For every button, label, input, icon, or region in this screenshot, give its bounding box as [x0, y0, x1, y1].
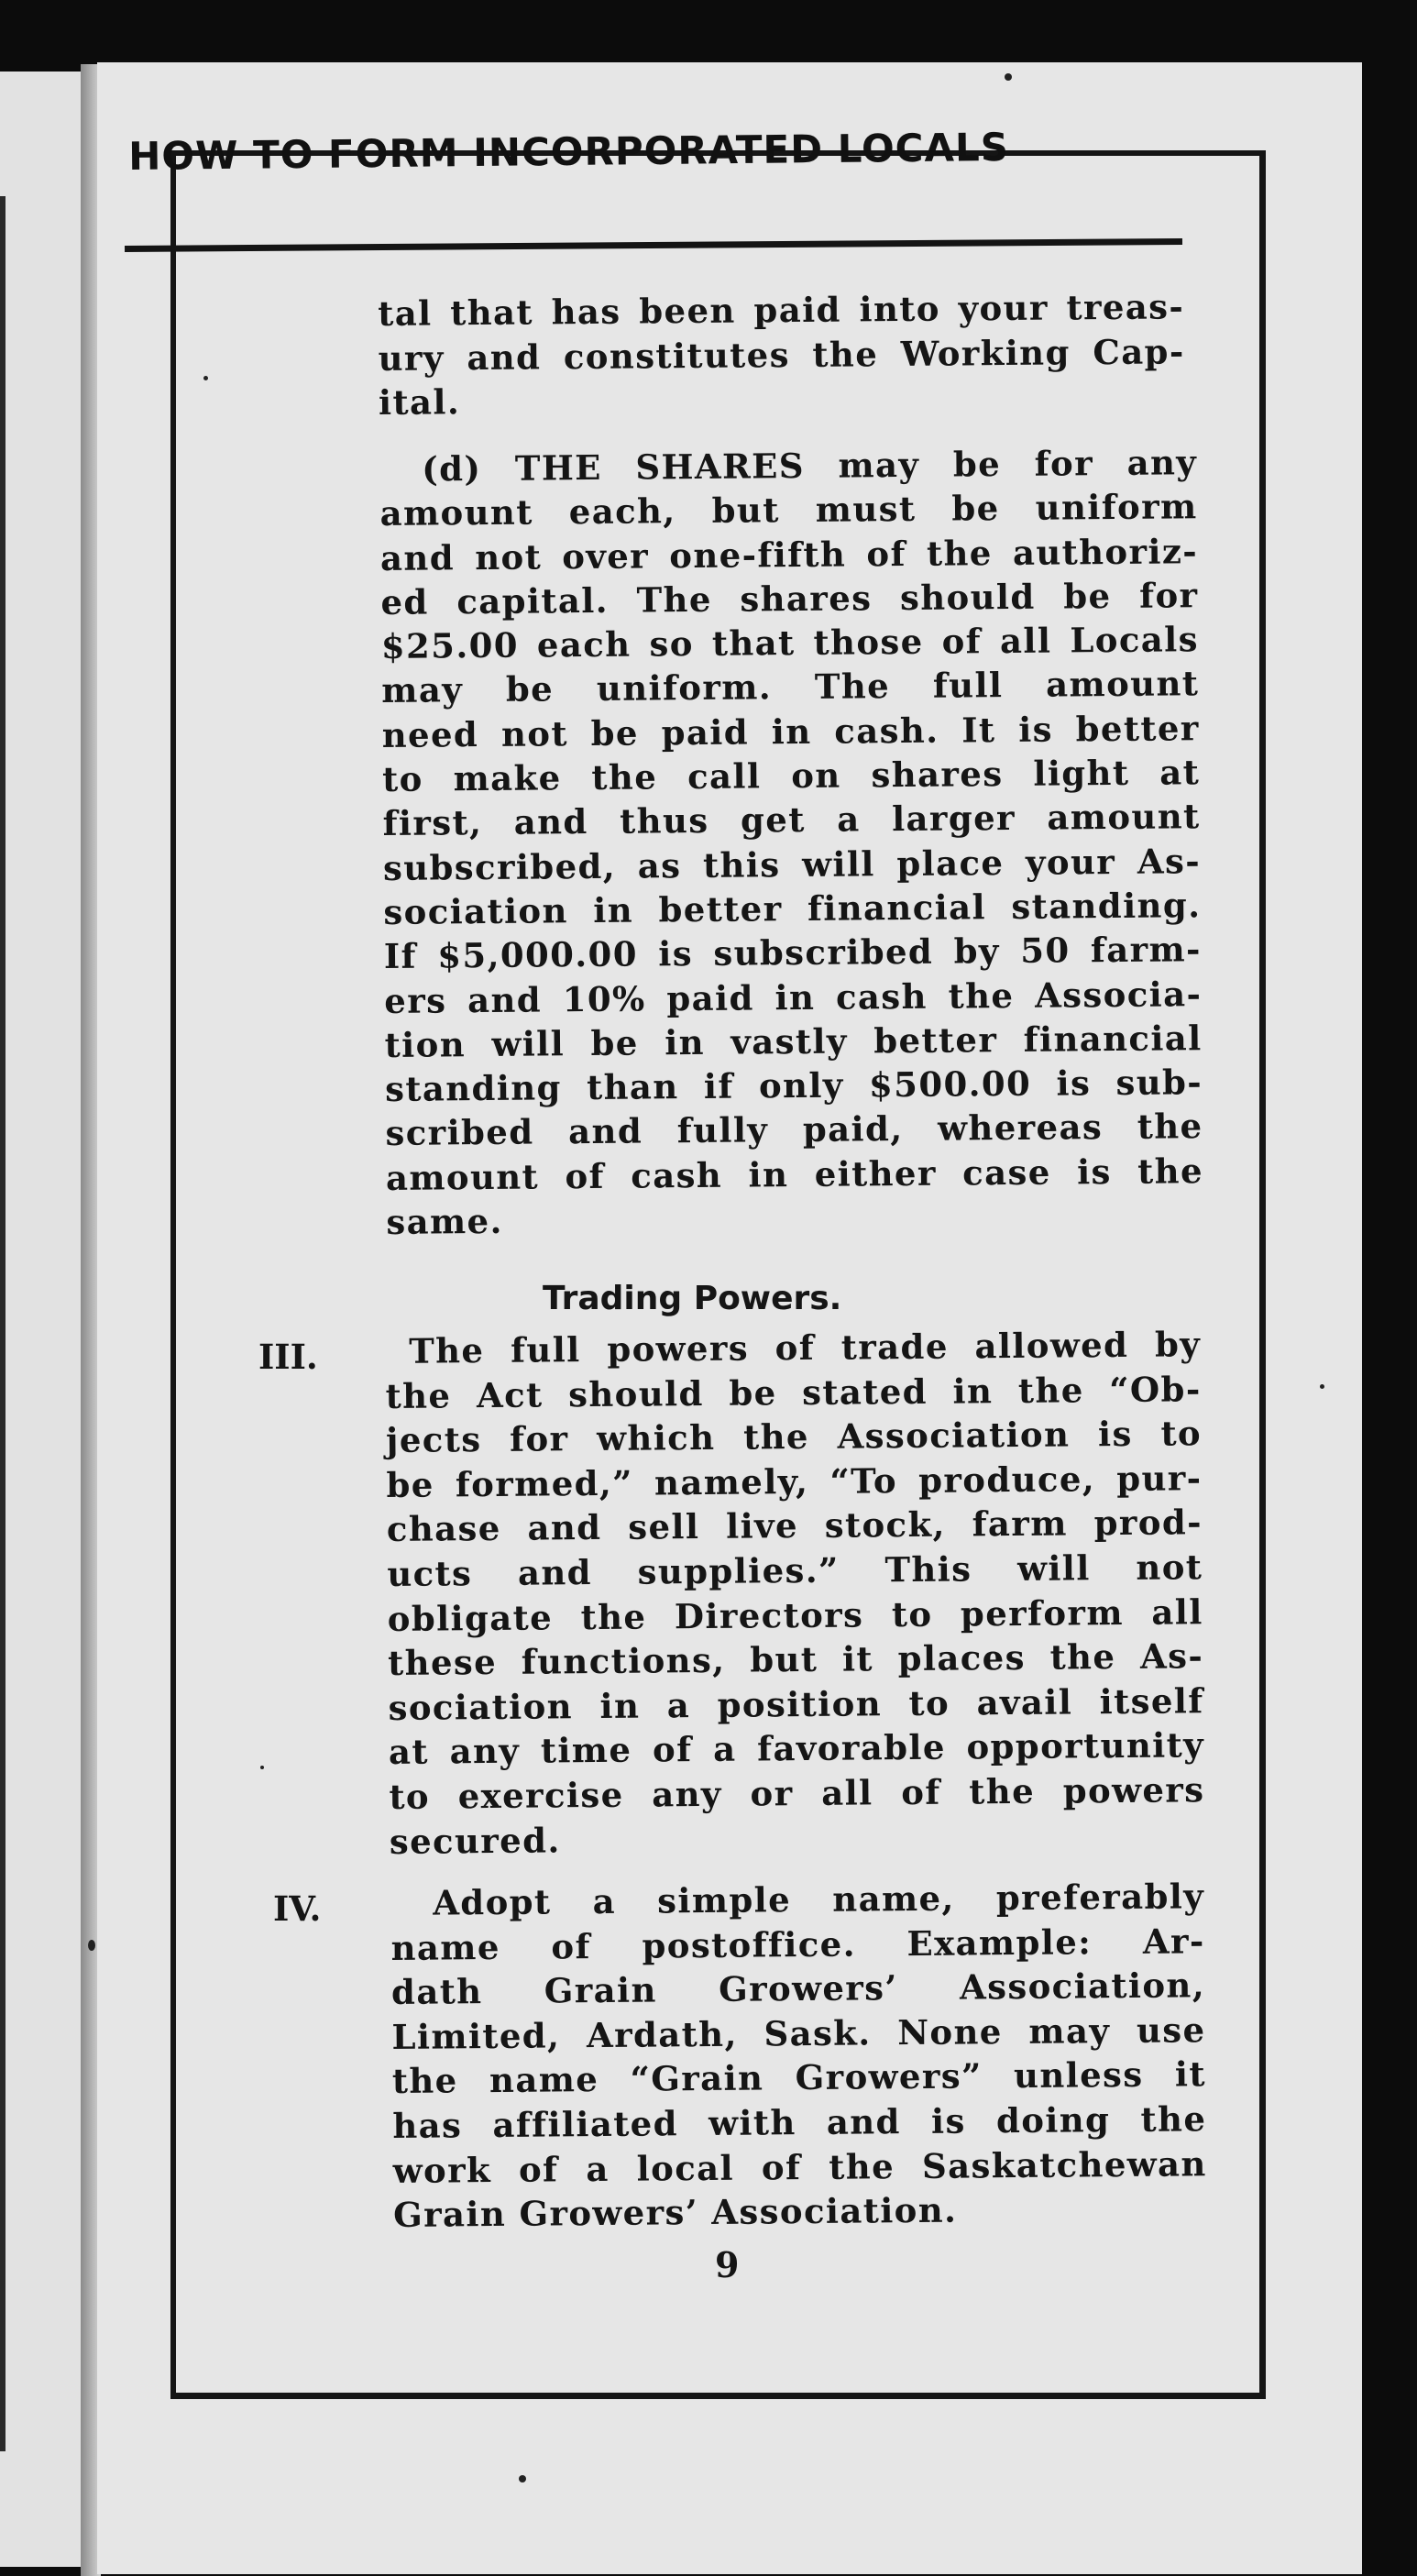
text-line: ury and constitutes the Working Cap-	[378, 330, 1185, 379]
page-number: 9	[715, 2244, 740, 2285]
paragraph-d-shares	[379, 440, 1204, 1244]
text-line: and not over one-fifth of the authoriz-	[379, 530, 1199, 578]
item-iv-paragraph	[390, 1874, 1207, 2237]
text-line: work of a local of the Saskatchewan	[392, 2142, 1207, 2191]
text-line: first, and thus get a larger amount	[382, 796, 1201, 844]
text-line: these functions, but it places the As-	[387, 1635, 1204, 1684]
facing-page-border	[0, 196, 5, 2451]
text-line: jects for which the Association is to	[385, 1413, 1203, 1461]
text-line: the Act should be stated in the “Ob-	[385, 1368, 1202, 1416]
text-line: at any time of a favorable opportunity	[388, 1724, 1205, 1773]
scan-speck	[1320, 1384, 1324, 1389]
scan-speck	[88, 1940, 95, 1951]
text-line: chase and sell live stock, farm prod-	[386, 1502, 1203, 1550]
scan-speck	[519, 2475, 526, 2482]
text-line: (d) THE SHARES may be for any	[422, 442, 1198, 490]
text-line: ers and 10% paid in cash the Associa-	[384, 973, 1203, 1021]
facing-page	[0, 72, 84, 2567]
scan-speck	[260, 1766, 264, 1769]
text-line: to make the call on shares light at	[381, 752, 1201, 800]
item-numeral-iv: IV.	[273, 1888, 322, 1929]
text-line: to exercise any or all of the powers	[389, 1769, 1205, 1817]
text-line: amount each, but must be uniform	[379, 486, 1198, 534]
item-iii-paragraph	[385, 1322, 1205, 1864]
text-line: tal that has been paid into your treas-	[378, 286, 1185, 334]
text-line: may be uniform. The full amount	[381, 663, 1200, 711]
scan-speck	[203, 376, 208, 380]
text-line: dath Grain Growers’ Association,	[390, 1965, 1206, 2013]
text-line: name of postoffice. Example: Ar-	[390, 1920, 1205, 1968]
text-line: If $5,000.00 is subscribed by 50 farm-	[383, 929, 1203, 977]
page-header: HOW TO FORM INCORPORATED LOCALS	[128, 124, 1010, 179]
section-heading: Trading Powers.	[543, 1280, 842, 1317]
text-line: Limited, Ardath, Sask. None may use	[391, 2009, 1206, 2057]
text-line: Grain Growers’ Association.	[392, 2189, 958, 2236]
text-line: The full powers of trade allowed by	[409, 1324, 1202, 1371]
text-line: ucts and supplies.” This will not	[387, 1547, 1203, 1594]
text-line: same.	[386, 1200, 503, 1243]
text-line: tion will be in vastly better financial	[384, 1018, 1203, 1065]
text-line: ital.	[378, 381, 461, 423]
text-line: has affiliated with and is doing the	[392, 2098, 1207, 2146]
text-line: amount of cash in either case is the	[385, 1150, 1204, 1198]
text-line: ed capital. The shares should be for	[380, 575, 1199, 622]
text-line: be formed,” namely, “To produce, pur-	[386, 1458, 1203, 1505]
text-line: subscribed, as this will place your As-	[382, 840, 1202, 888]
item-numeral-iii: III.	[258, 1337, 318, 1377]
text-line: scribed and fully paid, whereas the	[385, 1106, 1203, 1154]
text-line: Adopt a simple name, preferably	[433, 1876, 1205, 1923]
text-line: $25.00 each so that those of all Locals	[380, 619, 1200, 667]
scan-speck	[1005, 73, 1012, 81]
text-line: sociation in a position to avail itself	[388, 1679, 1204, 1728]
paragraph-continued	[378, 284, 1185, 424]
text-line: secured.	[389, 1819, 561, 1862]
text-line: the name “Grain Growers” unless it	[391, 2053, 1207, 2102]
text-line: need not be paid in cash. It is better	[381, 707, 1200, 755]
text-line: standing than if only $500.00 is sub-	[384, 1062, 1203, 1110]
text-line: obligate the Directors to perform all	[387, 1591, 1203, 1639]
text-line: sociation in better financial standing.	[383, 885, 1202, 932]
